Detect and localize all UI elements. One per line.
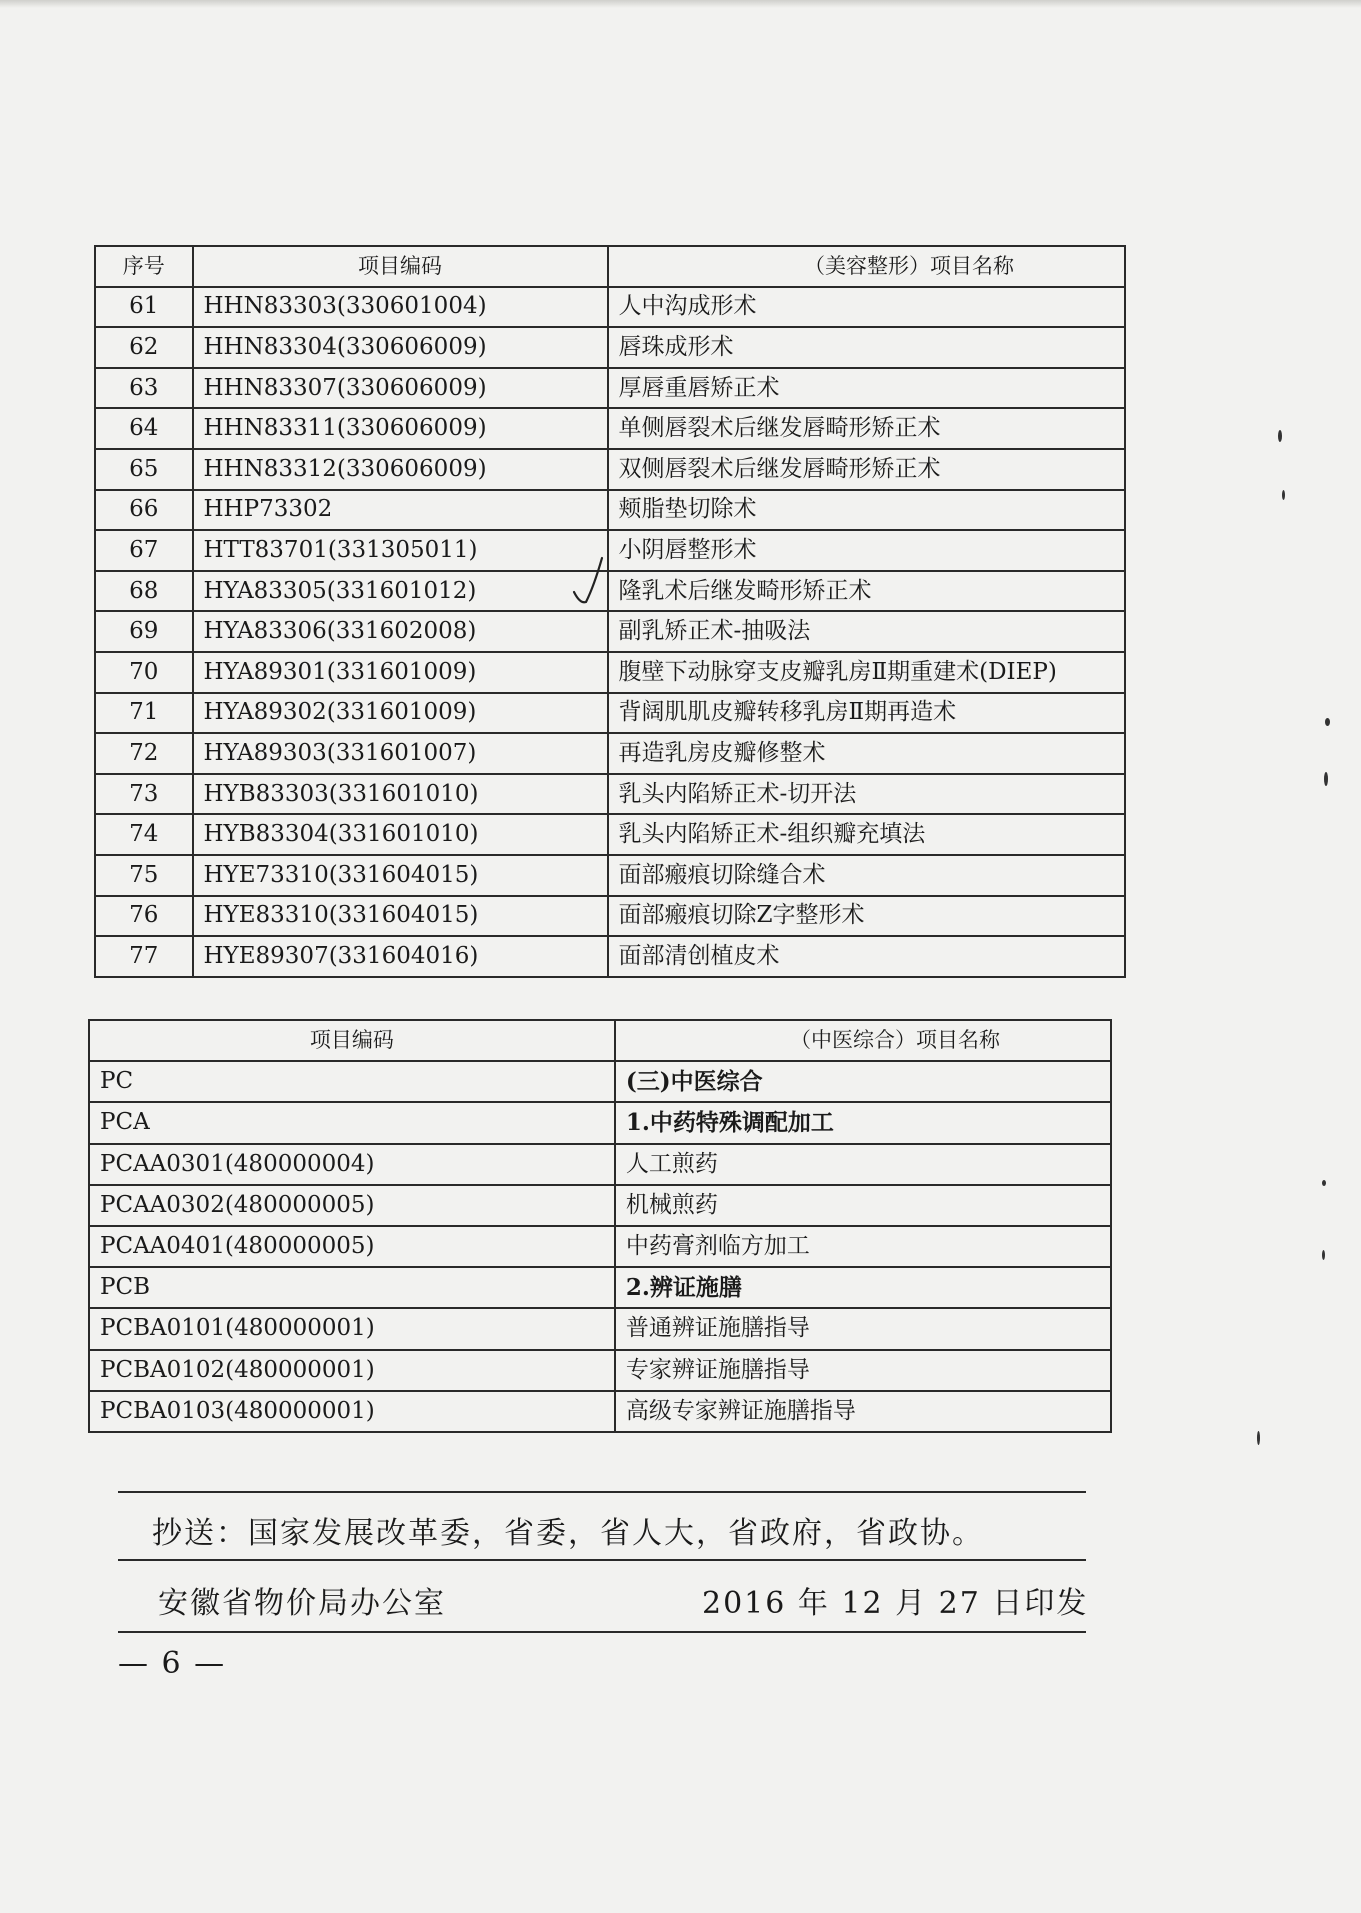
row-code-cell: HYE73310(331604015)	[193, 855, 608, 896]
issue-date: 2016 年 12 月 27 日印发	[702, 1586, 1089, 1621]
row-name-cell: 专家辨证施膳指导	[615, 1350, 1111, 1391]
row-code-cell: HHN83303(330601004)	[193, 287, 608, 328]
row-name-cell: 1.中药特殊调配加工	[615, 1102, 1111, 1143]
table-row	[89, 1350, 1111, 1391]
row-seq-cell: 74	[95, 814, 193, 855]
row-code-cell: HYA89301(331601009)	[193, 652, 608, 693]
table-row	[95, 571, 1125, 612]
row-code-cell: HYA89303(331601007)	[193, 733, 608, 774]
row-name-cell: (三)中医综合	[615, 1061, 1111, 1102]
row-name-cell: 再造乳房皮瓣修整术	[608, 733, 1126, 774]
table-row	[95, 855, 1125, 896]
table-row	[89, 1308, 1111, 1349]
row-code-cell: PCA	[89, 1102, 615, 1143]
row-seq-cell: 68	[95, 571, 193, 612]
handwritten-check-mark	[568, 556, 608, 608]
row-code-cell: PCAA0401(480000005)	[89, 1226, 615, 1267]
footer-rule-bottom	[118, 1631, 1086, 1633]
scan-speck	[1282, 490, 1285, 500]
row-name-cell: 单侧唇裂术后继发唇畸形矫正术	[608, 408, 1126, 449]
table-row	[89, 1267, 1111, 1308]
table-row	[95, 733, 1125, 774]
row-seq-cell: 70	[95, 652, 193, 693]
row-seq-cell: 72	[95, 733, 193, 774]
row-code-cell: PC	[89, 1061, 615, 1102]
table-row	[89, 1391, 1111, 1432]
row-code-cell: HHN83311(330606009)	[193, 408, 608, 449]
row-name-cell: 小阴唇整形术	[608, 530, 1126, 571]
row-code-cell: HYA83305(331601012)	[193, 571, 608, 612]
row-name-cell: 唇珠成形术	[608, 327, 1126, 368]
header-name: （中医综合）项目名称	[615, 1020, 1111, 1061]
row-code-cell: PCAA0302(480000005)	[89, 1185, 615, 1226]
row-code-cell: PCBA0103(480000001)	[89, 1391, 615, 1432]
header-code: 项目编码	[89, 1020, 615, 1061]
row-name-cell: 人中沟成形术	[608, 287, 1126, 328]
table-row	[95, 652, 1125, 693]
row-seq-cell: 71	[95, 693, 193, 734]
footer-rule-middle	[118, 1559, 1086, 1561]
row-name-cell: 厚唇重唇矫正术	[608, 368, 1126, 409]
row-name-cell: 面部瘢痕切除缝合术	[608, 855, 1126, 896]
row-code-cell: HTT83701(331305011)	[193, 530, 608, 571]
table-row	[95, 896, 1125, 937]
row-name-cell: 背阔肌肌皮瓣转移乳房Ⅱ期再造术	[608, 693, 1126, 734]
row-code-cell: HYA89302(331601009)	[193, 693, 608, 734]
row-code-cell: HHN83307(330606009)	[193, 368, 608, 409]
row-name-cell: 副乳矫正术-抽吸法	[608, 611, 1126, 652]
table-row	[89, 1061, 1111, 1102]
table-row	[95, 530, 1125, 571]
scan-speck	[1322, 1180, 1326, 1186]
scan-speck	[1325, 718, 1330, 726]
table-row	[95, 490, 1125, 531]
row-name-cell: 腹壁下动脉穿支皮瓣乳房Ⅱ期重建术(DIEP)	[608, 652, 1126, 693]
issuer: 安徽省物价局办公室	[158, 1586, 446, 1621]
row-seq-cell: 64	[95, 408, 193, 449]
row-name-cell: 普通辨证施膳指导	[615, 1308, 1111, 1349]
table-row	[95, 449, 1125, 490]
header-name: （美容整形）项目名称	[608, 246, 1126, 287]
table-row	[95, 611, 1125, 652]
row-code-cell: HYA83306(331602008)	[193, 611, 608, 652]
row-name-cell: 颊脂垫切除术	[608, 490, 1126, 531]
row-name-cell: 乳头内陷矫正术-组织瓣充填法	[608, 814, 1126, 855]
row-code-cell: HYB83303(331601010)	[193, 774, 608, 815]
row-code-cell: HHP73302	[193, 490, 608, 531]
table-row	[95, 368, 1125, 409]
table-row	[89, 1226, 1111, 1267]
row-seq-cell: 77	[95, 936, 193, 977]
scan-speck	[1324, 772, 1328, 786]
row-name-cell: 乳头内陷矫正术-切开法	[608, 774, 1126, 815]
row-seq-cell: 62	[95, 327, 193, 368]
table-header-row	[89, 1020, 1111, 1061]
table-row	[95, 936, 1125, 977]
table-row	[89, 1185, 1111, 1226]
row-seq-cell: 73	[95, 774, 193, 815]
row-seq-cell: 61	[95, 287, 193, 328]
row-seq-cell: 67	[95, 530, 193, 571]
row-seq-cell: 76	[95, 896, 193, 937]
header-seq: 序号	[95, 246, 193, 287]
table-row	[95, 774, 1125, 815]
row-seq-cell: 75	[95, 855, 193, 896]
row-code-cell: HHN83312(330606009)	[193, 449, 608, 490]
row-code-cell: PCAA0301(480000004)	[89, 1144, 615, 1185]
row-seq-cell: 69	[95, 611, 193, 652]
row-code-cell: HYE89307(331604016)	[193, 936, 608, 977]
scan-speck	[1278, 430, 1282, 442]
beauty-surgery-table	[94, 245, 1126, 978]
row-name-cell: 人工煎药	[615, 1144, 1111, 1185]
row-name-cell: 双侧唇裂术后继发唇畸形矫正术	[608, 449, 1126, 490]
table-row	[95, 814, 1125, 855]
table-row	[95, 408, 1125, 449]
row-name-cell: 面部清创植皮术	[608, 936, 1126, 977]
row-seq-cell: 66	[95, 490, 193, 531]
row-name-cell: 2.辨证施膳	[615, 1267, 1111, 1308]
row-code-cell: HYB83304(331601010)	[193, 814, 608, 855]
page-number: — 6 —	[118, 1646, 227, 1681]
header-code: 项目编码	[193, 246, 608, 287]
tcm-table	[88, 1019, 1112, 1433]
row-name-cell: 机械煎药	[615, 1185, 1111, 1226]
cc-line: 抄送：国家发展改革委，省委，省人大，省政府，省政协。	[152, 1516, 984, 1551]
row-name-cell: 中药膏剂临方加工	[615, 1226, 1111, 1267]
table-row	[89, 1102, 1111, 1143]
table-row	[95, 327, 1125, 368]
scan-edge	[0, 0, 1361, 8]
scan-speck	[1322, 1250, 1325, 1260]
row-code-cell: PCBA0102(480000001)	[89, 1350, 615, 1391]
scan-speck	[1257, 1431, 1260, 1445]
row-seq-cell: 65	[95, 449, 193, 490]
footer-rule-top	[118, 1491, 1086, 1493]
row-code-cell: HHN83304(330606009)	[193, 327, 608, 368]
table-row	[89, 1144, 1111, 1185]
row-code-cell: HYE83310(331604015)	[193, 896, 608, 937]
table-row	[95, 693, 1125, 734]
table-header-row	[95, 246, 1125, 287]
row-code-cell: PCBA0101(480000001)	[89, 1308, 615, 1349]
row-name-cell: 面部瘢痕切除Z字整形术	[608, 896, 1126, 937]
row-name-cell: 高级专家辨证施膳指导	[615, 1391, 1111, 1432]
row-seq-cell: 63	[95, 368, 193, 409]
row-code-cell: PCB	[89, 1267, 615, 1308]
table-row	[95, 287, 1125, 328]
row-name-cell: 隆乳术后继发畸形矫正术	[608, 571, 1126, 612]
